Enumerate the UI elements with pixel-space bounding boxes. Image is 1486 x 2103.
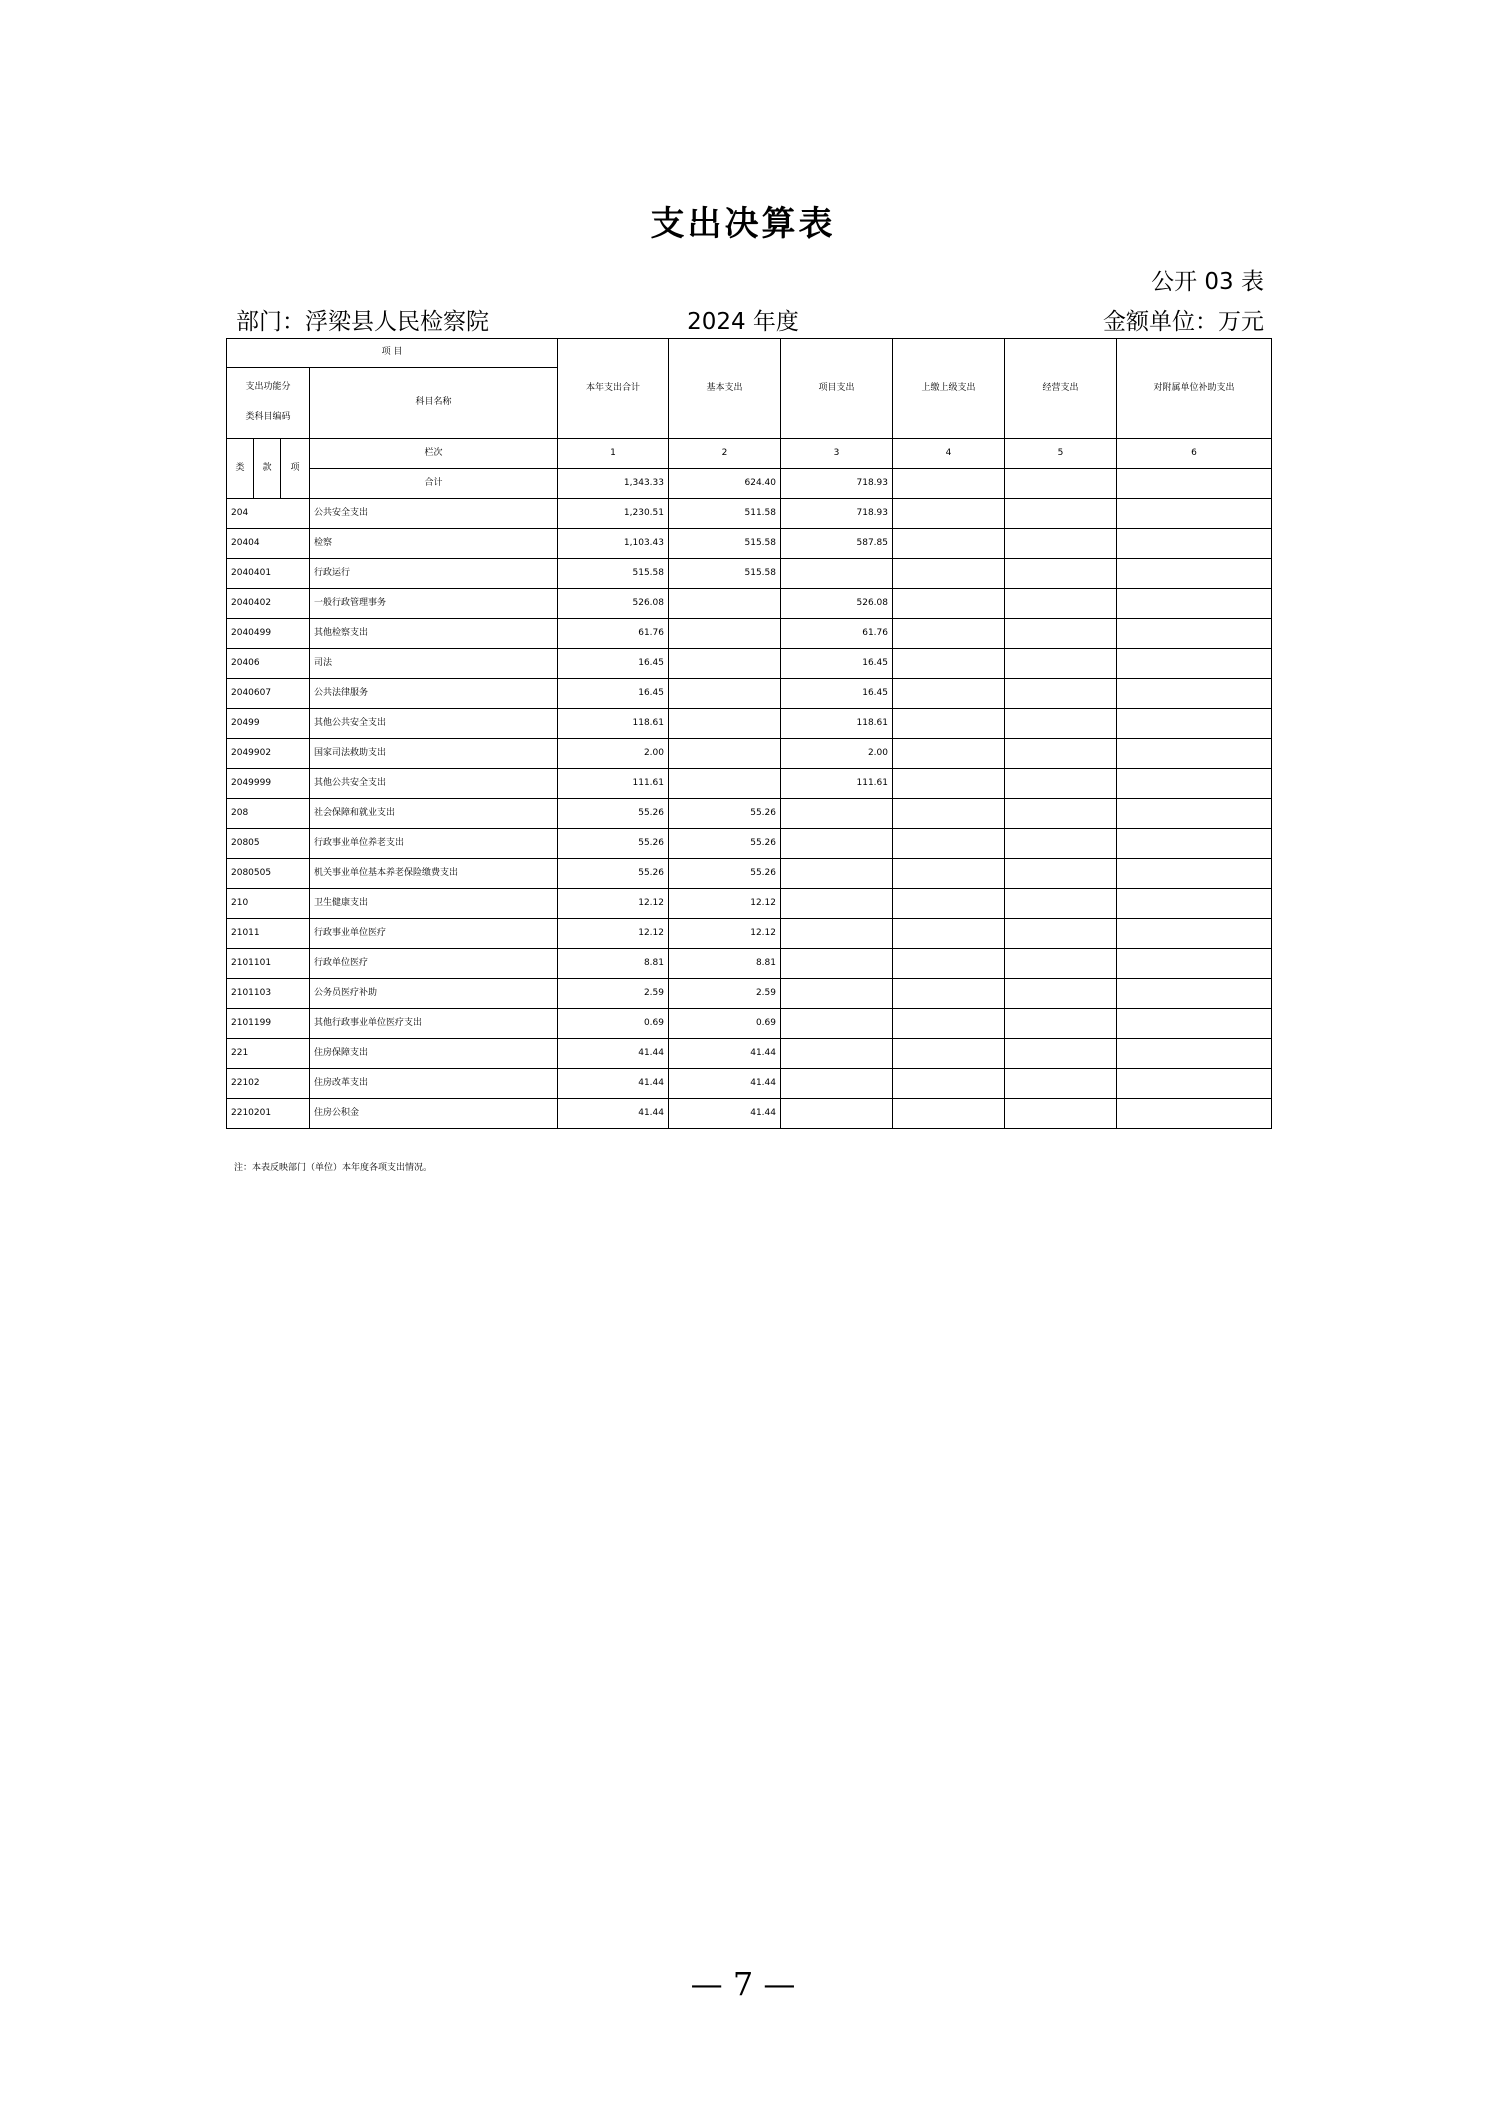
header-to-subordinate: 上缴上级支出 bbox=[893, 339, 1005, 439]
total-basic: 624.40 bbox=[669, 469, 781, 499]
row-total: 0.69 bbox=[558, 1009, 669, 1039]
row-total: 111.61 bbox=[558, 769, 669, 799]
row-project bbox=[781, 1039, 893, 1069]
row-subsidy bbox=[1117, 1069, 1272, 1099]
row-subordinate bbox=[893, 1009, 1005, 1039]
row-basic bbox=[669, 649, 781, 679]
row-business bbox=[1005, 739, 1117, 769]
table-row bbox=[227, 1099, 1272, 1129]
row-subsidy bbox=[1117, 739, 1272, 769]
total-subordinate bbox=[893, 469, 1005, 499]
row-business bbox=[1005, 859, 1117, 889]
row-subject-name: 司法 bbox=[310, 649, 558, 679]
row-subject-name: 行政事业单位医疗 bbox=[310, 919, 558, 949]
row-total: 55.26 bbox=[558, 859, 669, 889]
row-total: 1,230.51 bbox=[558, 499, 669, 529]
total-value: 1,343.33 bbox=[558, 469, 669, 499]
row-code: 22102 bbox=[227, 1069, 310, 1099]
header-item: 款 bbox=[254, 439, 281, 499]
row-subsidy bbox=[1117, 499, 1272, 529]
row-subordinate bbox=[893, 649, 1005, 679]
row-total: 16.45 bbox=[558, 649, 669, 679]
row-project: 111.61 bbox=[781, 769, 893, 799]
row-business bbox=[1005, 1039, 1117, 1069]
row-code: 210 bbox=[227, 889, 310, 919]
row-subsidy bbox=[1117, 1009, 1272, 1039]
row-project bbox=[781, 979, 893, 1009]
row-code: 20404 bbox=[227, 529, 310, 559]
row-basic: 12.12 bbox=[669, 919, 781, 949]
table-row bbox=[227, 649, 1272, 679]
row-subject-name: 住房公积金 bbox=[310, 1099, 558, 1129]
row-code: 2101101 bbox=[227, 949, 310, 979]
row-code: 2080505 bbox=[227, 859, 310, 889]
row-project: 2.00 bbox=[781, 739, 893, 769]
total-label: 合计 bbox=[310, 469, 558, 499]
code-label-line-1: 支出功能分 bbox=[245, 382, 291, 393]
row-business bbox=[1005, 799, 1117, 829]
row-subsidy bbox=[1117, 829, 1272, 859]
table-row bbox=[227, 589, 1272, 619]
row-business bbox=[1005, 1069, 1117, 1099]
row-project: 16.45 bbox=[781, 679, 893, 709]
department-label: 部门：浮梁县人民检察院 bbox=[236, 309, 489, 335]
row-subsidy bbox=[1117, 799, 1272, 829]
row-total: 16.45 bbox=[558, 679, 669, 709]
table-row bbox=[227, 559, 1272, 589]
row-total: 55.26 bbox=[558, 799, 669, 829]
row-subsidy bbox=[1117, 919, 1272, 949]
row-subordinate bbox=[893, 1039, 1005, 1069]
row-project bbox=[781, 949, 893, 979]
row-subordinate bbox=[893, 559, 1005, 589]
table-row bbox=[227, 829, 1272, 859]
row-total: 41.44 bbox=[558, 1039, 669, 1069]
row-subject-name: 其他检察支出 bbox=[310, 619, 558, 649]
row-total: 118.61 bbox=[558, 709, 669, 739]
row-subject-name: 行政事业单位养老支出 bbox=[310, 829, 558, 859]
row-basic: 515.58 bbox=[669, 559, 781, 589]
header-subsidy: 对附属单位补助支出 bbox=[1117, 339, 1272, 439]
row-business bbox=[1005, 499, 1117, 529]
row-total: 515.58 bbox=[558, 559, 669, 589]
row-business bbox=[1005, 649, 1117, 679]
row-subordinate bbox=[893, 889, 1005, 919]
row-subject-name: 公共法律服务 bbox=[310, 679, 558, 709]
table-row bbox=[227, 679, 1272, 709]
row-subject-name: 一般行政管理事务 bbox=[310, 589, 558, 619]
row-subject-name: 社会保障和就业支出 bbox=[310, 799, 558, 829]
row-business bbox=[1005, 529, 1117, 559]
row-basic: 511.58 bbox=[669, 499, 781, 529]
row-subordinate bbox=[893, 859, 1005, 889]
header-class: 类 bbox=[227, 439, 254, 499]
header-total: 本年支出合计 bbox=[558, 339, 669, 439]
row-subject-name: 公务员医疗补助 bbox=[310, 979, 558, 1009]
row-business bbox=[1005, 1099, 1117, 1129]
row-subsidy bbox=[1117, 619, 1272, 649]
row-code: 2101103 bbox=[227, 979, 310, 1009]
row-basic: 12.12 bbox=[669, 889, 781, 919]
row-code: 20499 bbox=[227, 709, 310, 739]
row-basic: 41.44 bbox=[669, 1039, 781, 1069]
row-code: 21011 bbox=[227, 919, 310, 949]
row-project bbox=[781, 559, 893, 589]
total-row bbox=[227, 469, 1272, 499]
row-basic: 55.26 bbox=[669, 829, 781, 859]
row-subsidy bbox=[1117, 529, 1272, 559]
table-row bbox=[227, 529, 1272, 559]
row-subordinate bbox=[893, 589, 1005, 619]
code-label-line-2: 类科目编码 bbox=[245, 412, 291, 422]
row-subject-name: 公共安全支出 bbox=[310, 499, 558, 529]
column-number-6: 6 bbox=[1117, 439, 1272, 469]
row-subsidy bbox=[1117, 679, 1272, 709]
table-row bbox=[227, 859, 1272, 889]
row-code: 2040401 bbox=[227, 559, 310, 589]
row-business bbox=[1005, 829, 1117, 859]
total-subsidy bbox=[1117, 469, 1272, 499]
table-row bbox=[227, 1039, 1272, 1069]
row-basic bbox=[669, 679, 781, 709]
row-subordinate bbox=[893, 1099, 1005, 1129]
row-basic: 2.59 bbox=[669, 979, 781, 1009]
row-subordinate bbox=[893, 739, 1005, 769]
header-project: 项 目 bbox=[227, 339, 558, 368]
row-total: 41.44 bbox=[558, 1069, 669, 1099]
row-subsidy bbox=[1117, 709, 1272, 739]
row-basic bbox=[669, 769, 781, 799]
row-subject-name: 住房保障支出 bbox=[310, 1039, 558, 1069]
row-code: 221 bbox=[227, 1039, 310, 1069]
row-project: 61.76 bbox=[781, 619, 893, 649]
row-subordinate bbox=[893, 919, 1005, 949]
header-business: 经营支出 bbox=[1005, 339, 1117, 439]
row-total: 55.26 bbox=[558, 829, 669, 859]
row-basic bbox=[669, 589, 781, 619]
row-project: 587.85 bbox=[781, 529, 893, 559]
table-note: 注：本表反映部门（单位）本年度各项支出情况。 bbox=[234, 1163, 433, 1173]
row-subject-name: 卫生健康支出 bbox=[310, 889, 558, 919]
table-number: 公开 03 表 bbox=[1151, 269, 1264, 295]
row-project bbox=[781, 1069, 893, 1099]
column-number-4: 4 bbox=[893, 439, 1005, 469]
row-subject-name: 检察 bbox=[310, 529, 558, 559]
column-number-2: 2 bbox=[669, 439, 781, 469]
header-sub-item: 项 bbox=[281, 439, 310, 499]
row-basic bbox=[669, 739, 781, 769]
row-total: 2.59 bbox=[558, 979, 669, 1009]
header-row-1 bbox=[227, 339, 1272, 368]
table-row bbox=[227, 1009, 1272, 1039]
row-code: 2210201 bbox=[227, 1099, 310, 1129]
header-basic: 基本支出 bbox=[669, 339, 781, 439]
row-total: 61.76 bbox=[558, 619, 669, 649]
row-total: 12.12 bbox=[558, 889, 669, 919]
document-title: 支出决算表 bbox=[650, 204, 836, 244]
fiscal-year: 2024 年度 bbox=[687, 309, 799, 335]
row-business bbox=[1005, 679, 1117, 709]
table-row bbox=[227, 949, 1272, 979]
column-number-5: 5 bbox=[1005, 439, 1117, 469]
row-business bbox=[1005, 709, 1117, 739]
row-basic: 0.69 bbox=[669, 1009, 781, 1039]
row-basic: 515.58 bbox=[669, 529, 781, 559]
row-business bbox=[1005, 1009, 1117, 1039]
total-project: 718.93 bbox=[781, 469, 893, 499]
row-subsidy bbox=[1117, 979, 1272, 1009]
row-business bbox=[1005, 919, 1117, 949]
row-project bbox=[781, 919, 893, 949]
header-row-3 bbox=[227, 439, 1272, 469]
row-subordinate bbox=[893, 529, 1005, 559]
row-basic bbox=[669, 619, 781, 649]
row-subsidy bbox=[1117, 769, 1272, 799]
row-subsidy bbox=[1117, 1099, 1272, 1129]
row-basic bbox=[669, 709, 781, 739]
row-business bbox=[1005, 619, 1117, 649]
table-row bbox=[227, 499, 1272, 529]
row-project: 718.93 bbox=[781, 499, 893, 529]
header-project-expenditure: 项目支出 bbox=[781, 339, 893, 439]
row-subsidy bbox=[1117, 1039, 1272, 1069]
row-code: 20805 bbox=[227, 829, 310, 859]
row-code: 2049999 bbox=[227, 769, 310, 799]
row-code: 204 bbox=[227, 499, 310, 529]
row-subject-name: 行政运行 bbox=[310, 559, 558, 589]
row-subsidy bbox=[1117, 649, 1272, 679]
row-subordinate bbox=[893, 679, 1005, 709]
row-basic: 41.44 bbox=[669, 1099, 781, 1129]
row-project bbox=[781, 889, 893, 919]
row-subordinate bbox=[893, 949, 1005, 979]
row-project bbox=[781, 829, 893, 859]
row-business bbox=[1005, 949, 1117, 979]
row-business bbox=[1005, 979, 1117, 1009]
row-project bbox=[781, 799, 893, 829]
row-business bbox=[1005, 589, 1117, 619]
row-subject-name: 住房改革支出 bbox=[310, 1069, 558, 1099]
row-subordinate bbox=[893, 1069, 1005, 1099]
row-subject-name: 国家司法救助支出 bbox=[310, 739, 558, 769]
row-subsidy bbox=[1117, 859, 1272, 889]
table-row bbox=[227, 739, 1272, 769]
row-subordinate bbox=[893, 829, 1005, 859]
row-business bbox=[1005, 559, 1117, 589]
amount-unit: 金额单位：万元 bbox=[1103, 309, 1264, 335]
row-subordinate bbox=[893, 619, 1005, 649]
row-subject-name: 行政单位医疗 bbox=[310, 949, 558, 979]
column-number-1: 1 bbox=[558, 439, 669, 469]
row-business bbox=[1005, 889, 1117, 919]
expenditure-table bbox=[226, 338, 1272, 1129]
row-subsidy bbox=[1117, 889, 1272, 919]
row-project: 526.08 bbox=[781, 589, 893, 619]
table-row bbox=[227, 619, 1272, 649]
row-basic: 55.26 bbox=[669, 799, 781, 829]
total-business bbox=[1005, 469, 1117, 499]
row-project: 16.45 bbox=[781, 649, 893, 679]
row-project bbox=[781, 1099, 893, 1129]
page-number: — 7 — bbox=[690, 1965, 796, 2003]
row-code: 2049902 bbox=[227, 739, 310, 769]
row-subsidy bbox=[1117, 949, 1272, 979]
row-subordinate bbox=[893, 979, 1005, 1009]
row-total: 526.08 bbox=[558, 589, 669, 619]
row-basic: 8.81 bbox=[669, 949, 781, 979]
row-subsidy bbox=[1117, 559, 1272, 589]
row-total: 41.44 bbox=[558, 1099, 669, 1129]
header-subject-name: 科目名称 bbox=[310, 368, 558, 439]
row-code: 2040402 bbox=[227, 589, 310, 619]
row-code: 208 bbox=[227, 799, 310, 829]
row-code: 2040499 bbox=[227, 619, 310, 649]
row-subject-name: 机关事业单位基本养老保险缴费支出 bbox=[310, 859, 558, 889]
row-subordinate bbox=[893, 799, 1005, 829]
column-number-3: 3 bbox=[781, 439, 893, 469]
row-project: 118.61 bbox=[781, 709, 893, 739]
table-row bbox=[227, 889, 1272, 919]
row-basic: 41.44 bbox=[669, 1069, 781, 1099]
row-project bbox=[781, 1009, 893, 1039]
table-row bbox=[227, 919, 1272, 949]
table-row bbox=[227, 769, 1272, 799]
table-row bbox=[227, 979, 1272, 1009]
row-subordinate bbox=[893, 499, 1005, 529]
row-project bbox=[781, 859, 893, 889]
row-total: 8.81 bbox=[558, 949, 669, 979]
header-code-label bbox=[227, 368, 310, 439]
row-basic: 55.26 bbox=[669, 859, 781, 889]
row-total: 1,103.43 bbox=[558, 529, 669, 559]
row-business bbox=[1005, 769, 1117, 799]
row-subordinate bbox=[893, 769, 1005, 799]
row-subject-name: 其他公共安全支出 bbox=[310, 709, 558, 739]
table-row bbox=[227, 1069, 1272, 1099]
row-subsidy bbox=[1117, 589, 1272, 619]
row-code: 20406 bbox=[227, 649, 310, 679]
row-code: 2040607 bbox=[227, 679, 310, 709]
row-total: 12.12 bbox=[558, 919, 669, 949]
table-row bbox=[227, 799, 1272, 829]
row-total: 2.00 bbox=[558, 739, 669, 769]
row-subordinate bbox=[893, 709, 1005, 739]
row-subject-name: 其他公共安全支出 bbox=[310, 769, 558, 799]
row-code: 2101199 bbox=[227, 1009, 310, 1039]
header-column-label: 栏次 bbox=[310, 439, 558, 469]
row-subject-name: 其他行政事业单位医疗支出 bbox=[310, 1009, 558, 1039]
table-row bbox=[227, 709, 1272, 739]
table-body bbox=[227, 499, 1272, 1129]
